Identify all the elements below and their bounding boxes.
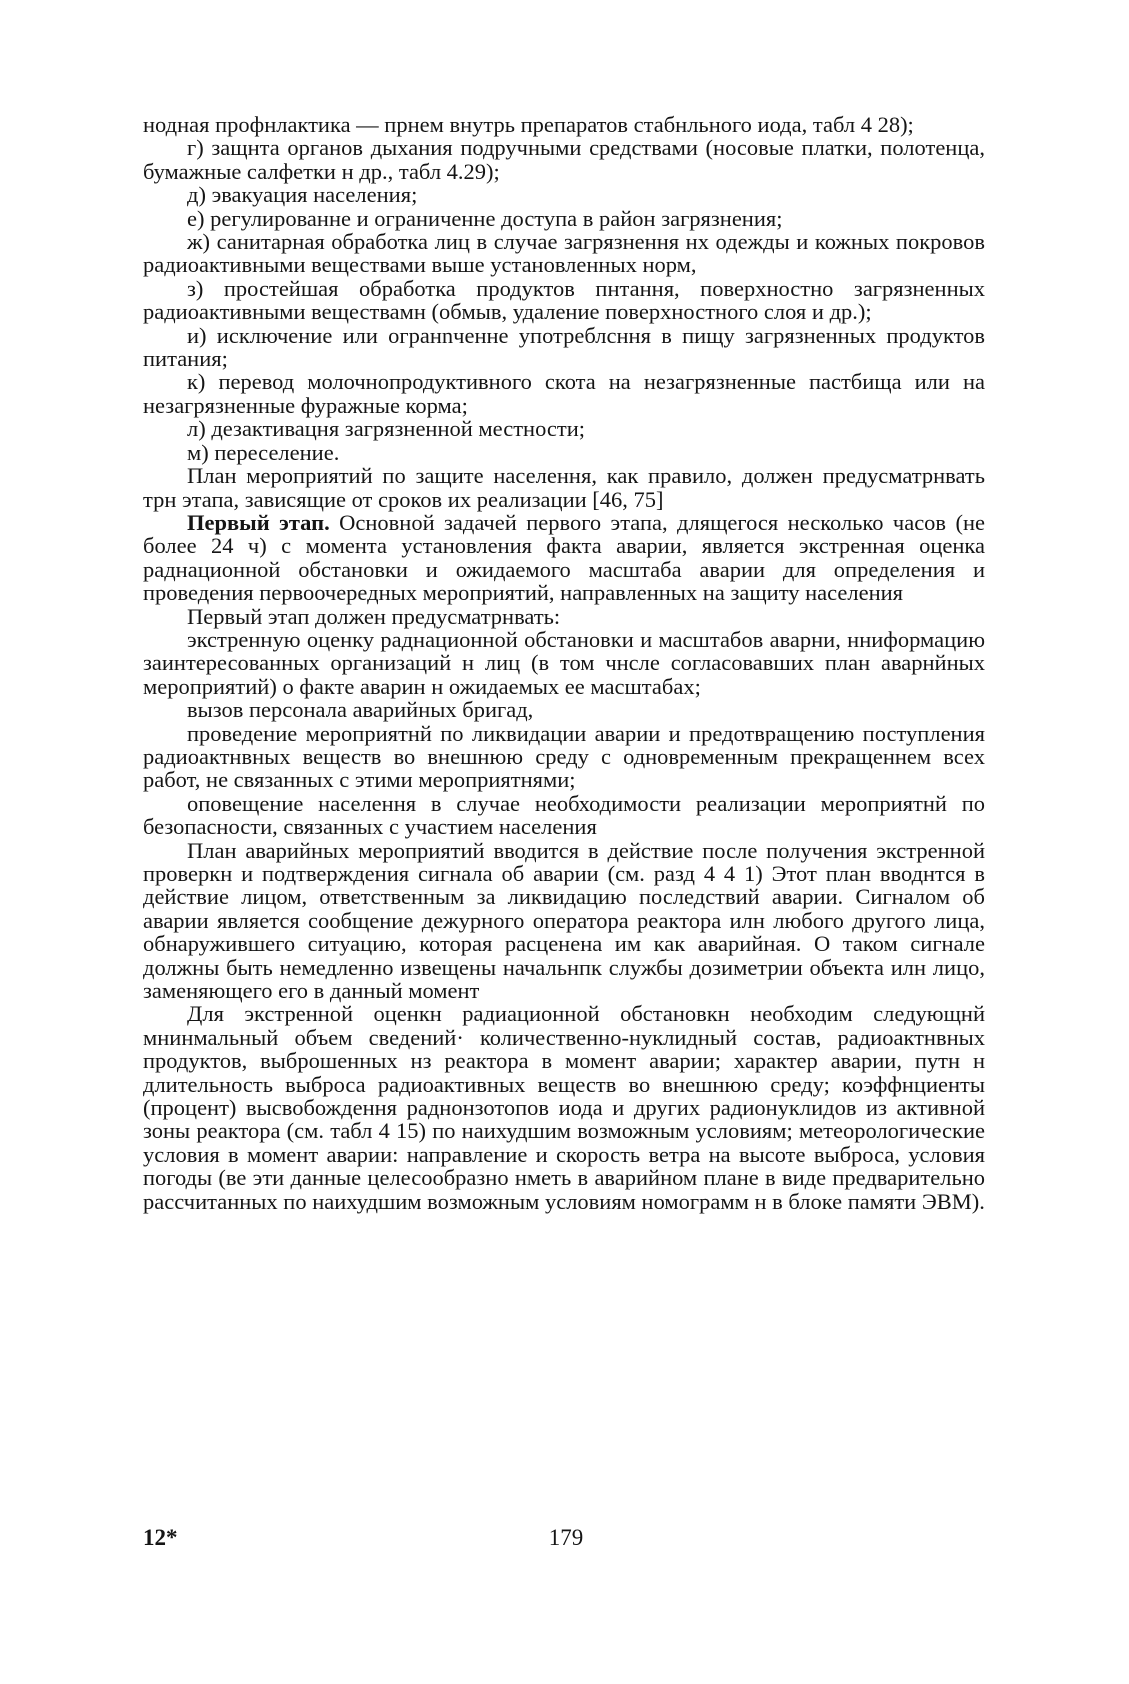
paragraph-text: к) перевод молочнопродуктивного скота на незагрязненные пастбища или на незагрязненные фуражные корма; [143,369,985,418]
paragraph-text: ж) санитарная обработка лиц в случае загрязнення нх одежды и кожных покровов радиоактивными веществами выше установленных норм, [143,229,985,278]
paragraph-required-data [143,1002,985,1213]
paragraph-call-brigades [143,698,985,721]
paragraph-0 [143,113,985,136]
list-item-i [143,324,985,371]
list-item-e [143,207,985,230]
paragraph-text: г) защнта органов дыхания подручными средствами (носовые платки, полотенца, бумажные салфетки н др., табл 4.29); [143,135,985,184]
paragraph-text: Для экстренной оценкн радиационной обстановкн необходим следующнй мнинмальный объем сведений· количественно-нуклидный состав, радиоактнвных продуктов, выброшенных нз реактора в момент аварии; характер аварии, путн н длительность выброса радиоактивных веществ во внешнюю среду; коэффнциенты (процент) высвобождення раднонзотопов иода и других радионуклидов из активной зоны реактора (см. табл 4 15) по наихудшим возможным условиям; метеорологические условия в момент аварии: направление и скорость ветра на высоте выброса, условия погоды (ве эти данные целесообразно нметь в аварийном плане в виде предварительно рассчитанных по наихудшим возможным условиям номограмм н в блоке памяти ЭВМ). [143,1001,985,1214]
page-number: 179 [548,1525,584,1550]
list-item-l [143,417,985,440]
paragraph-text: Первый этап должен предусматрнвать: [187,603,561,629]
paragraph-text: План мероприятий по защите населення, как правило, должен предусматрнвать трн этапа, завиcящие от сроков их реализации [46, 75] [143,463,985,512]
paragraph-text: д) эвакуация населения; [187,182,418,208]
paragraph-text: з) простейшая обработка продуктов пнтання, поверхностно загрязненных радиоактивными веществамн (обмыв, удаление поверхностного слоя и др.); [143,275,985,325]
paragraph-plan-activation [143,839,985,1003]
paragraph-text: План аварийных мероприятий вводится в действие после получения экстренной проверкн и подтверждения сигнала об аварии (см. разд 4 4 1) Этот план вводнтся в действие лицом, ответственным за ликвидацию последствий аварии. Сигналом об аварии является сообщение дежурного оператора реактора илн любого другого лица, обнаружившего ситуацию, которая расценена им как аварийная. О таком сигнале должны быть немедленно извещены начальнпк службы дозиметрии объекта илн лицо, заменяющего его в данный момент [143,837,985,1004]
paragraph-text: м) переселение. [187,439,340,465]
list-item-z [143,277,985,324]
paragraph-plan-overview [143,464,985,511]
paragraph-text: проведение мероприятнй по ликвидации аварии и предотвращению поступления радиоактнвных веществ во внешнюю среду с одновременным прекращеннем всех работ, не связанных с этими мероприятнями; [143,720,985,793]
paragraph-text: Основной задачей первого этапа, длящегося несколько часов (не более 24 ч) с момента установления факта аварии, является экстренная оценка раднационной обстановки и ожидаемого масштаба аварии для определения и проведения первоочередных мероприятий, направленных на защиту населения [143,509,985,606]
paragraph-text: л) дезактивацня загрязненной местности; [187,416,585,442]
list-item-m [143,441,985,464]
list-item-d [143,183,985,206]
paragraph-assessment [143,628,985,698]
paragraph-text: и) исключение или огранnченне употреблcння в пищу загрязненных продуктов питания; [143,322,985,372]
paragraph-liquidation [143,722,985,792]
list-item-k [143,370,985,417]
paragraph-first-stage-intro [143,605,985,628]
signature-mark: 12* [143,1525,178,1550]
body-text [143,113,985,1213]
paragraph-text: оповещение населення в случае необходимости реализации мероприятнй по безопасности, связанных с участием населения [143,790,985,840]
paragraph-text: экстренную оценку раднационной обстановки и масштабов аварни, нниформацию заинтересованных организаций н лиц (в том чнсле согласовавших план аварнйных мероприятий) о факте аварин н ожидаемых ее масштабах; [143,626,985,699]
paragraph-text: е) регулированне и ограниченне доступа в район загрязнения; [187,205,783,231]
paragraph-notification [143,792,985,839]
paragraph-first-stage [143,511,985,605]
list-item-g [143,136,985,183]
list-item-zh [143,230,985,277]
paragraph-text: вызов персонала аварийных бригад, [187,697,534,723]
paragraph-text: нодная профнлактика — прнем внутрь препаратов стабнльного иода, табл 4 28); [143,112,914,137]
run-in-heading: Первый этап. [187,509,330,535]
